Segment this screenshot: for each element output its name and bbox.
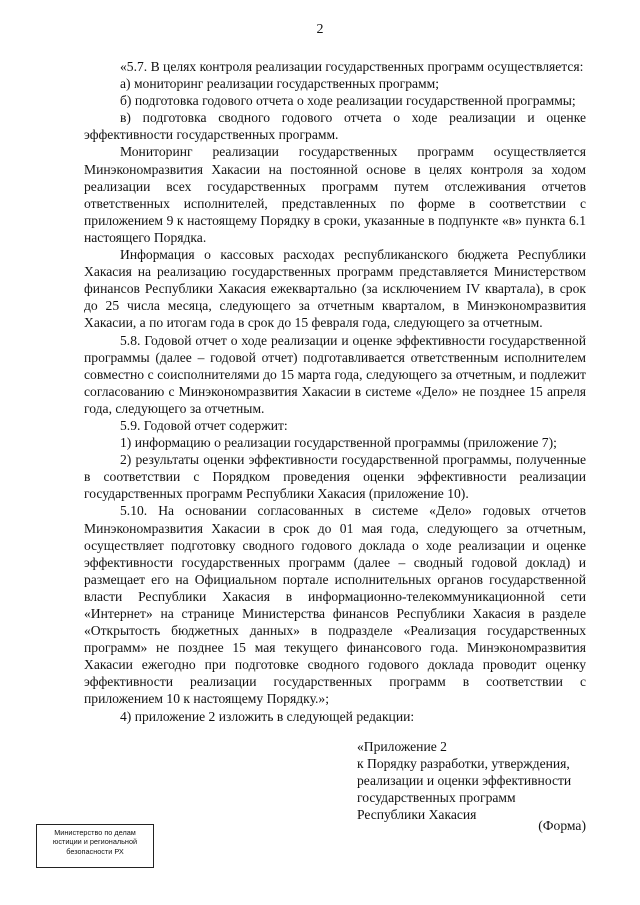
- appendix-line: государственных программ: [357, 790, 516, 806]
- document-body: [84, 58, 586, 725]
- item-v: в) подготовка сводного годового отчета о ходе реализации и оценке эффективности государственных программ.: [84, 110, 586, 143]
- stamp-line: безопасности РХ: [66, 846, 124, 856]
- appendix-heading: [357, 738, 597, 823]
- item-4-appendix: 4) приложение 2 изложить в следующей редакции:: [120, 708, 415, 724]
- form-label: (Форма): [538, 818, 586, 833]
- appendix-line: реализации и оценки эффективности: [357, 773, 572, 789]
- ministry-stamp: [36, 824, 154, 868]
- paragraph-monitoring: Мониторинг реализации государственных программ осуществляется Минэкономразвития Хакасии на постоянной основе в целях контроля за ходом реализации всех государственных программ путем отслеживания отчетов ответственных исполнителей, представленных по форме в соответствии с приложением 9 к настоящему Порядку в сроки, указанные в подпункте «в» пункта 6.1 настоящего Порядка.: [84, 144, 586, 245]
- stamp-line: юстиции и региональной: [52, 837, 138, 847]
- appendix-line: Республики Хакасия: [357, 807, 477, 823]
- paragraph-5-9: 5.9. Годовой отчет содержит:: [120, 417, 288, 433]
- item-1: 1) информацию о реализации государственной программы (приложение 7);: [120, 435, 557, 451]
- item-a: а) мониторинг реализации государственных программ;: [120, 76, 440, 92]
- appendix-line: «Приложение 2: [357, 739, 447, 754]
- paragraph-5-8: 5.8. Годовой отчет о ходе реализации и оценке эффективности государственной программы (далее – годовой отчет) подготавливается ответственным исполнителем совместно с соисполнителями до 15 марта года, следующего за отчетным, и подлежит согласованию с Минэкономразвития Хакасии в системе «Дело» не позднее 15 апреля года, следующего за отчетным.: [84, 332, 586, 416]
- paragraph-cash-expenses: Информация о кассовых расходах республиканского бюджета Республики Хакасия на реализацию государственных программ представляется Министерством финансов Республики Хакасия ежеквартально (за исключением IV квартала), в срок до 25 числа месяца, следующего за отчетным кварталом, в Минэкономразвития Хакасии, а по итогам года в срок до 15 февраля года, следующего за отчетным.: [84, 247, 586, 331]
- paragraph-5-7: «5.7. В целях контроля реализации государственных программ осуществляется:: [120, 59, 584, 74]
- item-2: 2) результаты оценки эффективности государственной программы, полученные в соответствии с Порядком проведения оценки эффективности реализации государственных программ Республики Хакасия (приложение 10).: [84, 452, 586, 502]
- paragraph-5-10: 5.10. На основании согласованных в системе «Дело» годовых отчетов Минэкономразвития Хакасии в срок до 01 мая года, следующего за отчетным, осуществляет подготовку сводного годового доклада о ходе реализации и оценке эффективности государственных программ (далее – сводный годовой доклад) и размещает его на Официальном портале исполнительных органов государственной власти Республики Хакасия в информационно-телекоммуникационной сети «Интернет» на странице Министерства финансов Республики Хакасия в разделе «Открытость бюджетных данных» в подразделе «Реализация государственных программ» не позднее 15 мая текущего финансового года. Минэкономразвития Хакасии ежегодно при подготовке сводного годового доклада проводит оценку эффективности реализации государственных программ в соответствии с приложением 10 к настоящему Порядку.»;: [84, 503, 586, 707]
- page-number: 2: [316, 22, 324, 37]
- item-b: б) подготовка годового отчета о ходе реализации государственной программы;: [120, 93, 576, 109]
- appendix-line: к Порядку разработки, утверждения,: [357, 756, 570, 772]
- stamp-line: Министерство по делам: [54, 828, 136, 837]
